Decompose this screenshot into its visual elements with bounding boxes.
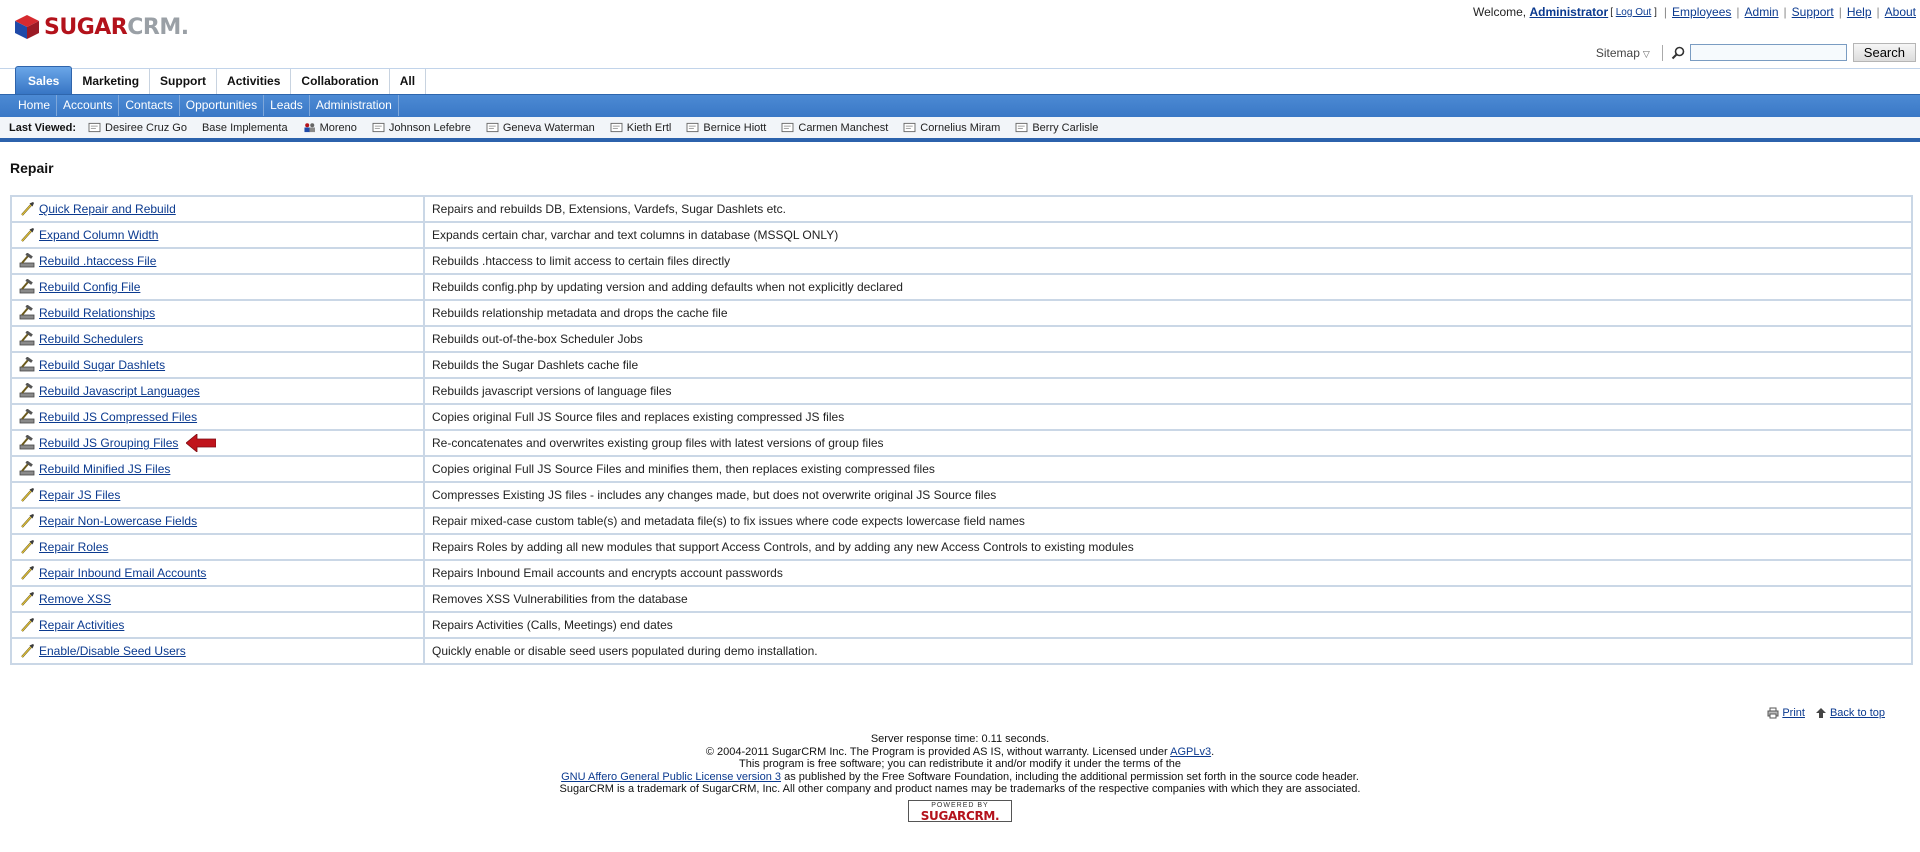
rebuild-icon bbox=[19, 435, 35, 451]
repair-description: Rebuilds .htaccess to limit access to certain files directly bbox=[424, 248, 1912, 274]
search-icon[interactable] bbox=[1671, 46, 1685, 60]
rebuild-icon bbox=[19, 305, 35, 321]
logout-wrapper bbox=[1610, 7, 1657, 18]
powered-by-text: POWERED BY bbox=[931, 801, 989, 809]
card-icon bbox=[88, 122, 101, 133]
wrench-icon bbox=[19, 591, 35, 607]
repair-description: Rebuilds javascript versions of language files bbox=[424, 378, 1912, 404]
arrow-up-icon[interactable] bbox=[1815, 707, 1827, 719]
card-icon bbox=[372, 122, 385, 133]
users-icon bbox=[303, 122, 316, 133]
tab-sales[interactable]: Sales bbox=[15, 66, 72, 94]
chevron-down-icon: ▽ bbox=[1642, 48, 1650, 59]
table-row bbox=[11, 534, 1912, 560]
repair-description: Rebuilds the Sugar Dashlets cache file bbox=[424, 352, 1912, 378]
copyright-text: © 2004-2011 SugarCRM Inc. The Program is provided AS IS, without warranty. Licensed under bbox=[705, 745, 1168, 758]
last-viewed-item-label: Bernice Hiott bbox=[703, 121, 767, 134]
back-to-top-link[interactable]: Back to top bbox=[1829, 707, 1885, 719]
table-row bbox=[11, 482, 1912, 508]
repair-name-cell bbox=[11, 196, 424, 222]
last-viewed-item-label: Cornelius Miram bbox=[920, 121, 1001, 134]
repair-description: Rebuilds relationship metadata and drops the cache file bbox=[424, 300, 1912, 326]
last-viewed-items bbox=[88, 122, 1113, 134]
card-icon bbox=[903, 122, 916, 133]
repair-action-link[interactable]: Rebuild Minified JS Files bbox=[39, 462, 171, 476]
module-tabs bbox=[0, 68, 1920, 94]
wrench-icon bbox=[19, 513, 35, 529]
repair-name-cell bbox=[11, 404, 424, 430]
table-row bbox=[11, 300, 1912, 326]
gnu-license-link[interactable]: GNU Affero General Public License version 3 bbox=[561, 770, 782, 783]
free-software-line: This program is free software; you can redistribute it and/or modify it under the terms of the bbox=[738, 758, 1182, 770]
support-link[interactable]: Support bbox=[1791, 5, 1834, 19]
repair-name-cell bbox=[11, 612, 424, 638]
print-link[interactable]: Print bbox=[1782, 707, 1805, 719]
table-row bbox=[11, 378, 1912, 404]
last-viewed-item-label: Carmen Manchest bbox=[798, 121, 889, 134]
table-row bbox=[11, 274, 1912, 300]
repair-description: Repairs Activities (Calls, Meetings) end dates bbox=[424, 612, 1912, 638]
subtab-administration[interactable]: Administration bbox=[310, 95, 399, 116]
wrench-icon bbox=[19, 617, 35, 633]
subtab-leads[interactable]: Leads bbox=[264, 95, 310, 116]
about-link[interactable]: About bbox=[1884, 5, 1916, 19]
response-time: Server response time: 0.11 seconds. bbox=[870, 733, 1050, 745]
repair-name-cell bbox=[11, 430, 424, 456]
agpl-link[interactable]: AGPLv3 bbox=[1170, 745, 1212, 758]
repair-action-link[interactable]: Rebuild JS Grouping Files bbox=[39, 436, 179, 450]
footer-links bbox=[1767, 707, 1895, 719]
repair-action-link[interactable]: Rebuild .htaccess File bbox=[39, 254, 157, 268]
repair-name-cell bbox=[11, 300, 424, 326]
brand-crm: CRM. bbox=[127, 14, 189, 40]
last-viewed-item-label: Berry Carlisle bbox=[1032, 121, 1099, 134]
wrench-icon bbox=[19, 565, 35, 581]
tab-marketing[interactable]: Marketing bbox=[72, 69, 150, 94]
last-viewed-item[interactable] bbox=[372, 122, 471, 134]
copyright-line bbox=[0, 746, 1920, 759]
repair-action-link[interactable]: Rebuild Config File bbox=[39, 280, 141, 294]
last-viewed-item[interactable] bbox=[686, 122, 766, 134]
rebuild-icon bbox=[19, 279, 35, 295]
table-row bbox=[11, 430, 1912, 456]
repair-action-link[interactable]: Rebuild Sugar Dashlets bbox=[39, 358, 166, 372]
welcome-label: Welcome, bbox=[1473, 5, 1527, 19]
repair-name-cell bbox=[11, 352, 424, 378]
tab-all[interactable]: All bbox=[390, 69, 426, 94]
repair-action-link[interactable]: Enable/Disable Seed Users bbox=[39, 644, 186, 658]
help-link[interactable]: Help bbox=[1846, 5, 1872, 19]
wrench-icon bbox=[19, 643, 35, 659]
footer bbox=[0, 733, 1920, 823]
sub-tabs bbox=[0, 94, 1920, 117]
subtab-accounts[interactable]: Accounts bbox=[57, 95, 119, 116]
table-row bbox=[11, 404, 1912, 430]
repair-description: Quickly enable or disable seed users populated during demo installation. bbox=[424, 638, 1912, 664]
divider bbox=[1662, 45, 1663, 61]
gnu-rest-text: as published by the Free Software Foundation, including the additional permission set forth in the source code header. bbox=[784, 770, 1359, 783]
repair-description: Repairs Roles by adding all new modules that support Access Controls, and by adding any new Access Controls to existing modules bbox=[424, 534, 1912, 560]
card-icon bbox=[610, 122, 623, 133]
last-viewed-item-label: Moreno bbox=[319, 121, 357, 134]
table-row bbox=[11, 352, 1912, 378]
repair-description: Repairs and rebuilds DB, Extensions, Vardefs, Sugar Dashlets etc. bbox=[424, 196, 1912, 222]
page-title: Repair bbox=[10, 160, 54, 176]
repair-table bbox=[10, 195, 1913, 665]
repair-description: Copies original Full JS Source Files and minifies them, then replaces existing compressed files bbox=[424, 456, 1912, 482]
last-viewed-item[interactable] bbox=[486, 122, 595, 134]
repair-name-cell bbox=[11, 326, 424, 352]
search-input[interactable] bbox=[1690, 44, 1847, 61]
tab-activities[interactable]: Activities bbox=[217, 69, 291, 94]
wrench-icon bbox=[19, 487, 35, 503]
subtab-opportunities[interactable]: Opportunities bbox=[180, 95, 264, 116]
admin-link[interactable]: Admin bbox=[1744, 5, 1779, 19]
separator: | bbox=[1663, 5, 1668, 19]
employees-link[interactable]: Employees bbox=[1672, 5, 1732, 19]
sitemap-label: Sitemap bbox=[1595, 45, 1640, 60]
table-row bbox=[11, 508, 1912, 534]
last-viewed-item[interactable] bbox=[88, 122, 187, 134]
tab-support[interactable]: Support bbox=[150, 69, 217, 94]
sitemap-dropdown[interactable] bbox=[1596, 46, 1650, 60]
table-row bbox=[11, 456, 1912, 482]
repair-name-cell bbox=[11, 482, 424, 508]
rebuild-icon bbox=[19, 253, 35, 269]
subtab-home[interactable]: Home bbox=[12, 95, 57, 116]
last-viewed-item-label: Base Implementa bbox=[201, 121, 288, 134]
separator: | bbox=[1736, 5, 1740, 19]
current-user-link[interactable]: Administrator bbox=[1529, 5, 1609, 19]
repair-action-link[interactable]: Repair Non-Lowercase Fields bbox=[39, 514, 198, 528]
search-bar bbox=[1596, 43, 1916, 62]
global-links bbox=[1473, 5, 1916, 19]
card-icon bbox=[486, 122, 499, 133]
rebuild-icon bbox=[19, 409, 35, 425]
repair-action-link[interactable]: Repair JS Files bbox=[39, 488, 121, 502]
wrench-icon bbox=[19, 201, 35, 217]
powered-by-badge[interactable] bbox=[908, 800, 1012, 822]
repair-action-link[interactable]: Rebuild JS Compressed Files bbox=[39, 410, 198, 424]
last-viewed-item[interactable] bbox=[610, 122, 672, 134]
repair-action-link[interactable]: Repair Roles bbox=[39, 540, 109, 554]
repair-action-link[interactable]: Remove XSS bbox=[39, 592, 112, 606]
license-period: . bbox=[1211, 745, 1215, 758]
rebuild-icon bbox=[19, 357, 35, 373]
repair-name-cell bbox=[11, 586, 424, 612]
repair-name-cell bbox=[11, 456, 424, 482]
table-row bbox=[11, 638, 1912, 664]
table-row bbox=[11, 560, 1912, 586]
last-viewed-bar bbox=[0, 117, 1920, 142]
last-viewed-label: Last Viewed: bbox=[9, 121, 77, 134]
last-viewed-item[interactable] bbox=[202, 122, 288, 134]
repair-action-link[interactable]: Rebuild Schedulers bbox=[39, 332, 144, 346]
repair-name-cell bbox=[11, 560, 424, 586]
repair-name-cell bbox=[11, 534, 424, 560]
repair-action-link[interactable]: Quick Repair and Rebuild bbox=[39, 202, 176, 216]
tab-collaboration[interactable]: Collaboration bbox=[291, 69, 389, 94]
separator: | bbox=[1838, 5, 1842, 19]
repair-description: Rebuilds config.php by updating version and adding defaults when not explicitly declared bbox=[424, 274, 1912, 300]
repair-description: Repair mixed-case custom table(s) and metadata file(s) to fix issues where code expects lowercase field names bbox=[424, 508, 1912, 534]
wrench-icon bbox=[19, 539, 35, 555]
last-viewed-item-label: Geneva Waterman bbox=[502, 121, 595, 134]
last-viewed-item[interactable] bbox=[903, 122, 1000, 134]
cube-logo-icon bbox=[14, 14, 40, 40]
card-icon bbox=[686, 122, 699, 133]
powered-by-brand: SUGARCRM. bbox=[920, 808, 1000, 823]
repair-description: Repairs Inbound Email accounts and encrypts account passwords bbox=[424, 560, 1912, 586]
welcome-text bbox=[1473, 5, 1608, 19]
subtab-contacts[interactable]: Contacts bbox=[119, 95, 179, 116]
repair-action-link[interactable]: Repair Inbound Email Accounts bbox=[39, 566, 207, 580]
last-viewed-item[interactable] bbox=[1015, 122, 1098, 134]
repair-name-cell bbox=[11, 248, 424, 274]
repair-name-cell bbox=[11, 274, 424, 300]
wrench-icon bbox=[19, 227, 35, 243]
repair-description: Removes XSS Vulnerabilities from the database bbox=[424, 586, 1912, 612]
last-viewed-item[interactable] bbox=[781, 122, 888, 134]
repair-description: Re-concatenates and overwrites existing group files with latest versions of group files bbox=[424, 430, 1912, 456]
table-row bbox=[11, 612, 1912, 638]
last-viewed-item-label: Kieth Ertl bbox=[626, 121, 672, 134]
logout-bracket-close: ] bbox=[1654, 6, 1657, 18]
table-row bbox=[11, 326, 1912, 352]
header bbox=[0, 0, 1920, 68]
card-icon bbox=[781, 122, 794, 133]
repair-action-link[interactable]: Repair Activities bbox=[39, 618, 125, 632]
logout-bracket-open: [ bbox=[1610, 6, 1613, 18]
repair-action-link[interactable]: Expand Column Width bbox=[39, 228, 159, 242]
red-arrow-pointer-icon bbox=[186, 434, 216, 452]
rebuild-icon bbox=[19, 461, 35, 477]
brand-name bbox=[44, 15, 189, 40]
trademark-line: SugarCRM is a trademark of SugarCRM, Inc. All other company and product names may be trademarks of the respective companies with which they are associated. bbox=[559, 783, 1361, 795]
table-row bbox=[11, 586, 1912, 612]
repair-description: Expands certain char, varchar and text columns in database (MSSQL ONLY) bbox=[424, 222, 1912, 248]
brand-sugar: SUGAR bbox=[44, 14, 128, 40]
table-row bbox=[11, 222, 1912, 248]
sugarcrm-logo[interactable] bbox=[14, 14, 189, 40]
gnu-line bbox=[0, 771, 1920, 784]
repair-name-cell bbox=[11, 378, 424, 404]
table-row bbox=[11, 196, 1912, 222]
last-viewed-item-label: Desiree Cruz Go bbox=[105, 121, 187, 134]
repair-name-cell bbox=[11, 508, 424, 534]
last-viewed-item[interactable] bbox=[303, 122, 357, 134]
rebuild-icon bbox=[19, 331, 35, 347]
printer-icon[interactable] bbox=[1767, 707, 1779, 719]
separator: | bbox=[1783, 5, 1787, 19]
rebuild-icon bbox=[19, 383, 35, 399]
repair-description: Compresses Existing JS files - includes any changes made, but does not overwrite original JS Source files bbox=[424, 482, 1912, 508]
repair-name-cell bbox=[11, 222, 424, 248]
logout-link[interactable]: Log Out bbox=[1615, 6, 1652, 18]
table-row bbox=[11, 248, 1912, 274]
repair-action-link[interactable]: Rebuild Javascript Languages bbox=[39, 384, 200, 398]
repair-description: Rebuilds out-of-the-box Scheduler Jobs bbox=[424, 326, 1912, 352]
separator: | bbox=[1876, 5, 1880, 19]
repair-action-link[interactable]: Rebuild Relationships bbox=[39, 306, 156, 320]
search-button[interactable]: Search bbox=[1853, 43, 1916, 62]
repair-name-cell bbox=[11, 638, 424, 664]
card-icon bbox=[1015, 122, 1028, 133]
repair-description: Copies original Full JS Source files and replaces existing compressed JS files bbox=[424, 404, 1912, 430]
last-viewed-item-label: Johnson Lefebre bbox=[388, 121, 471, 134]
